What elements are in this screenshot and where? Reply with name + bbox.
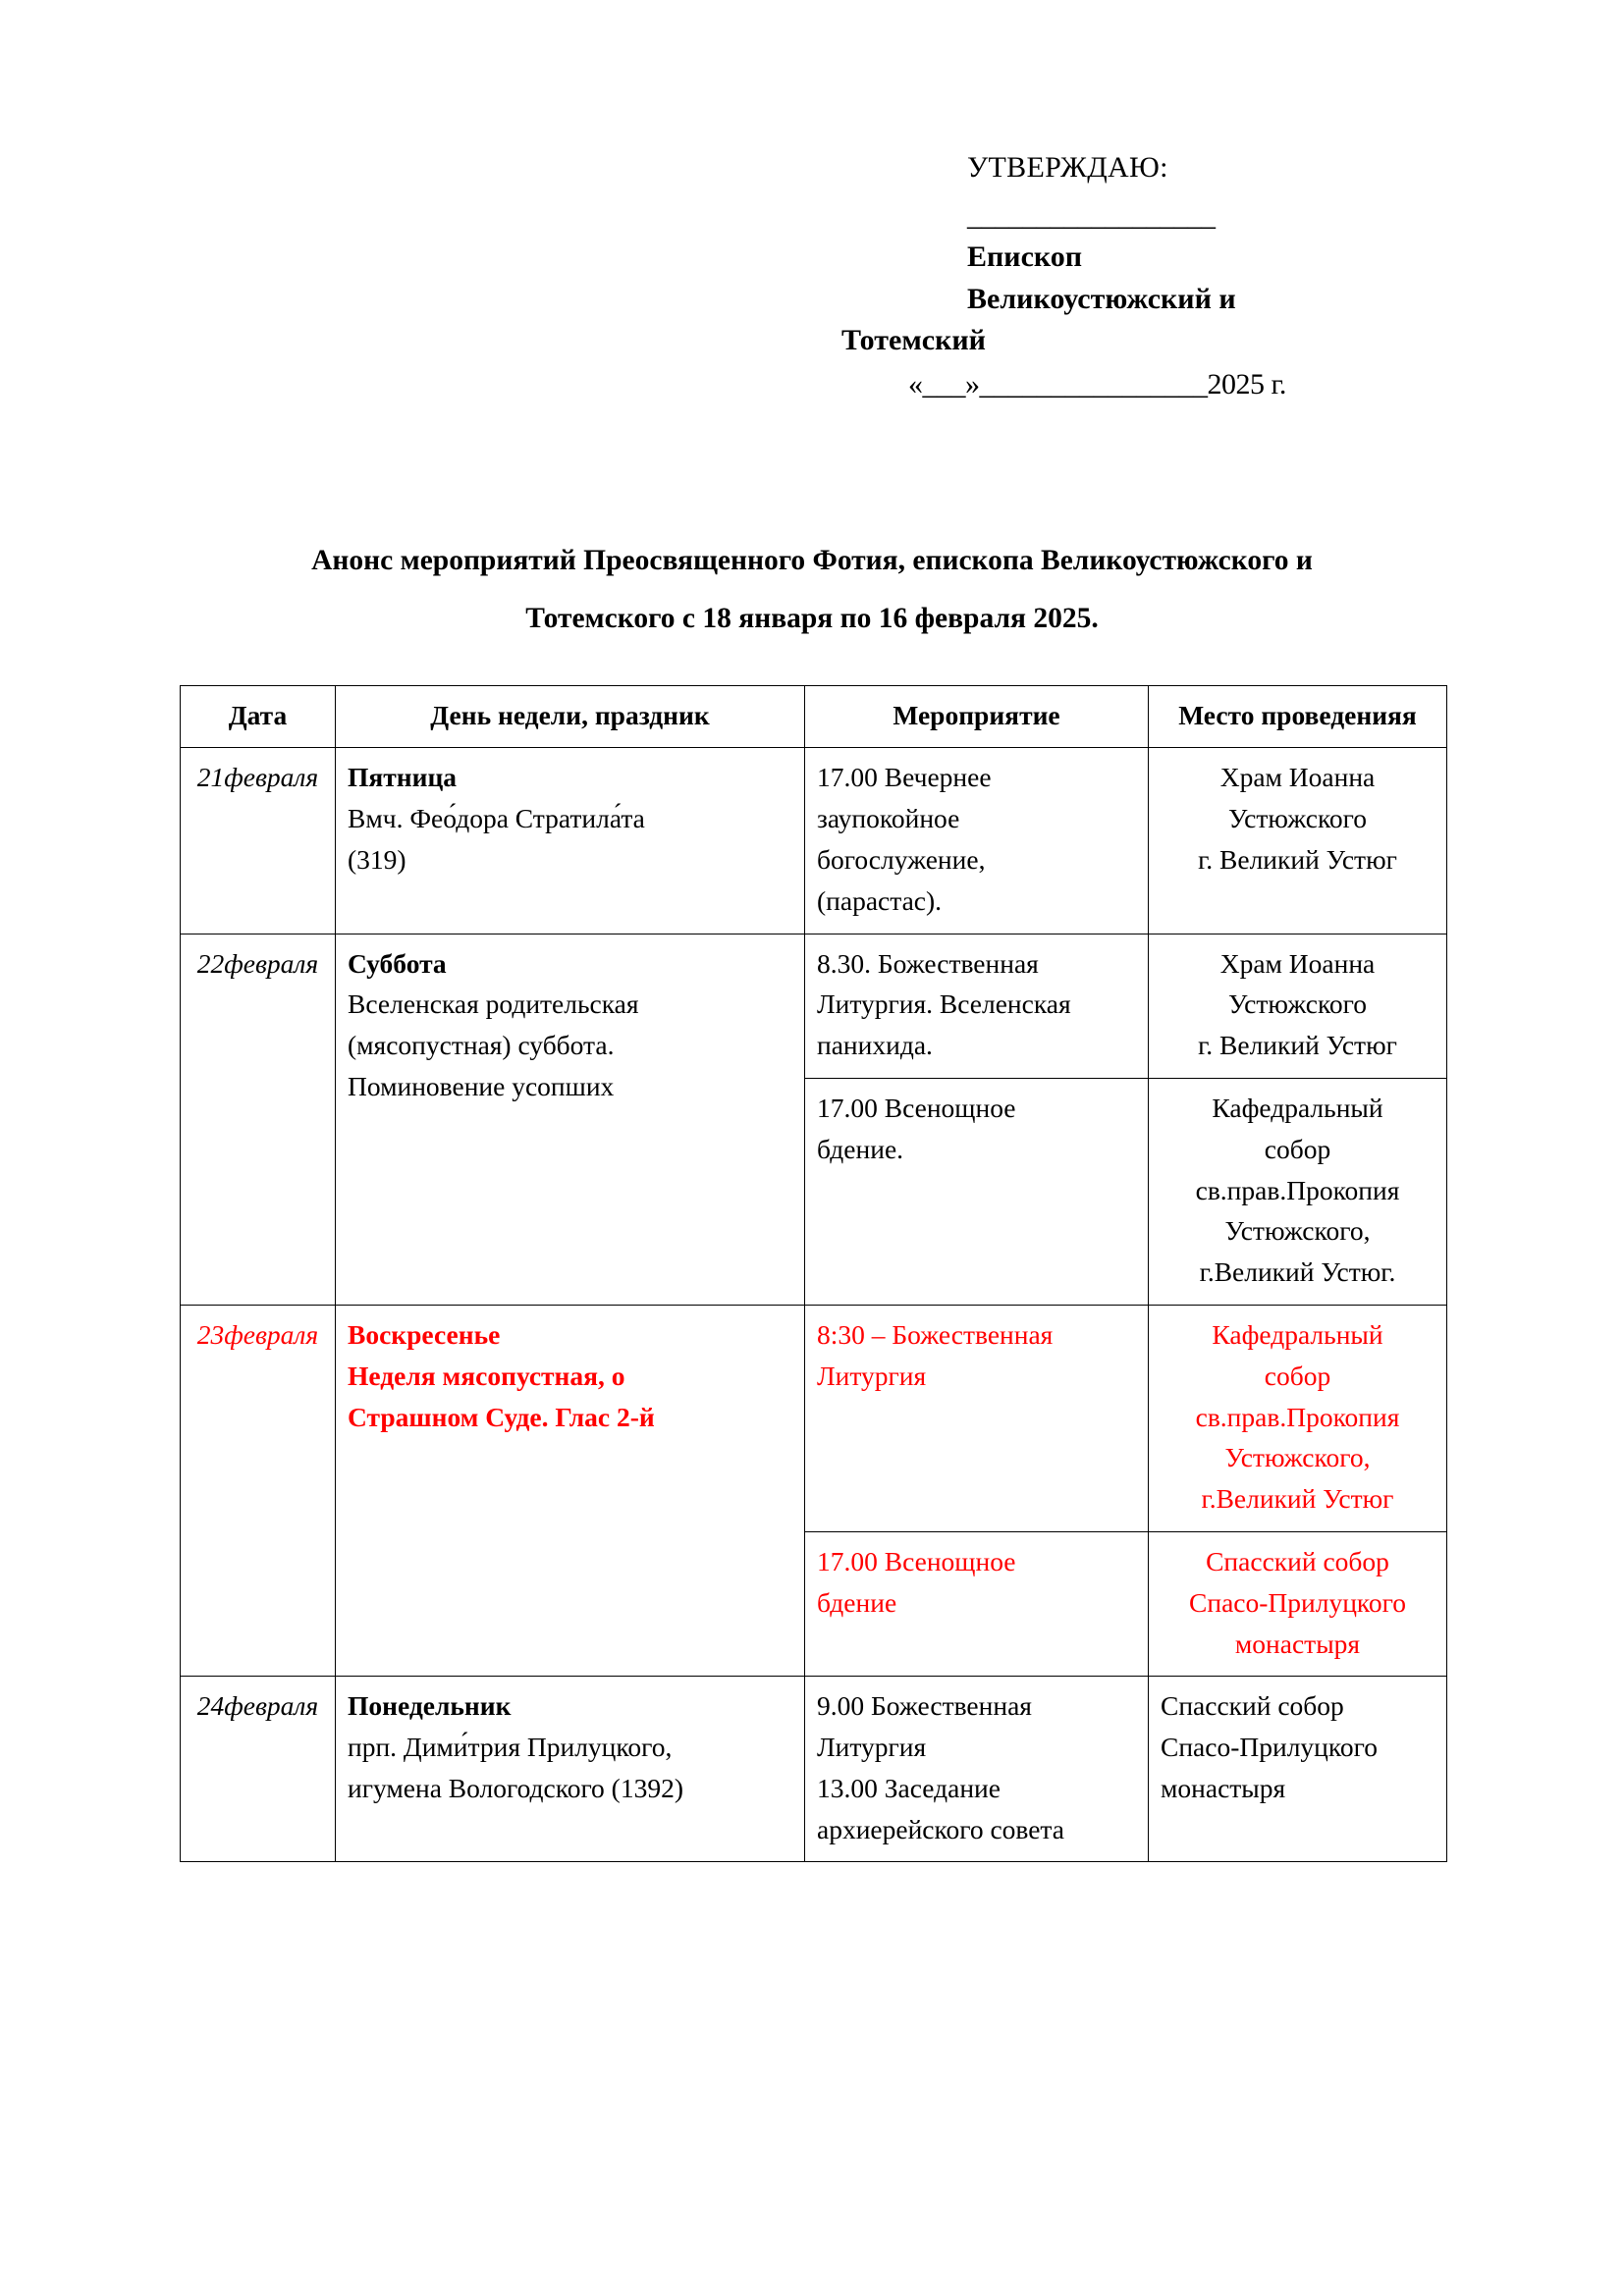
cell-date [181, 934, 336, 1305]
approval-title: УТВЕРЖДАЮ: [967, 151, 1168, 184]
table-row [181, 1305, 1447, 1531]
header-place [1149, 685, 1447, 748]
date-line: 24 [196, 1690, 225, 1722]
date-line: 23 [196, 1318, 225, 1350]
cell-event [805, 1078, 1149, 1305]
table-header-row [181, 685, 1447, 748]
day-description-line: Вмч. Фео́дора Стратила́та [348, 803, 645, 834]
cell-date [181, 1305, 336, 1676]
cell-event [805, 1677, 1149, 1862]
place-line: Устюжского [1227, 988, 1368, 1020]
date-line: февраля [224, 947, 319, 979]
date-line: 21 [196, 762, 225, 793]
cell-place [1149, 934, 1447, 1078]
event-line: 17.00 Всенощное [817, 1092, 1016, 1123]
day-description-line: прп. Дими́трия Прилуцкого, [348, 1732, 673, 1763]
date-line: февраля [224, 1690, 319, 1722]
place-line: г. Великий Устюг [1198, 1030, 1397, 1061]
event-line: бдение. [817, 1133, 904, 1164]
approval-date-line: «___»________________2025 г. [908, 367, 1286, 400]
cell-event [805, 934, 1149, 1078]
place-line: г.Великий Устюг. [1199, 1256, 1396, 1288]
cell-place [1149, 1531, 1447, 1676]
place-line: Устюжского, [1224, 1215, 1371, 1247]
day-description-line: Страшном Суде. Глас 2-й [348, 1401, 655, 1432]
day-description-line: игумена Вологодского (1392) [348, 1772, 683, 1803]
event-line: Литургия. Вселенская [817, 988, 1071, 1020]
day-description-line: (мясопустная) суббота. [348, 1030, 615, 1061]
cell-day [336, 1677, 805, 1862]
place-line: Спасо-Прилуцкого [1161, 1732, 1378, 1763]
cell-place [1149, 1078, 1447, 1305]
event-line: 8.30. Божественная [817, 947, 1039, 979]
cell-date [181, 748, 336, 934]
place-line: св.прав.Прокопия [1195, 1174, 1400, 1205]
cell-place [1149, 1677, 1447, 1862]
event-line: (парастас). [817, 884, 943, 916]
event-line: Литургия [817, 1360, 927, 1391]
page-title-line1: Анонс мероприятий Преосвященного Фотия, епископа Великоустюжского и [311, 544, 1313, 576]
approval-signature-line: __________________ [967, 198, 1215, 232]
approval-bishop-label: Епископ [967, 240, 1083, 274]
cell-event [805, 748, 1149, 934]
table-row [181, 1677, 1447, 1862]
place-line: св.прав.Прокопия [1195, 1401, 1400, 1432]
place-line: Кафедральный [1212, 1318, 1383, 1350]
cell-day [336, 748, 805, 934]
place-line: собор [1264, 1133, 1331, 1164]
place-line: Устюжского [1227, 803, 1368, 834]
day-description-line: Поминовение усопших [348, 1070, 615, 1101]
event-line: 13.00 Заседание [817, 1772, 1001, 1803]
date-line: 22 [196, 947, 225, 979]
place-line: монастыря [1161, 1772, 1286, 1803]
event-line: 17.00 Вечернее [817, 762, 992, 793]
place-line: Храм Иоанна [1219, 762, 1376, 793]
place-line: Спасо-Прилуцкого [1189, 1586, 1406, 1618]
day-title: Воскресенье [348, 1318, 501, 1350]
event-line: заупокойное [817, 803, 960, 834]
cell-date [181, 1677, 336, 1862]
cell-event [805, 1305, 1149, 1531]
approval-diocese-line2: Тотемский [841, 324, 986, 357]
place-line: Храм Иоанна [1219, 947, 1376, 979]
event-line: Литургия [817, 1732, 927, 1763]
event-line: богослужение, [817, 843, 986, 875]
schedule-table [180, 685, 1447, 1863]
day-title: Пятница [348, 762, 458, 793]
place-line: Спасский собор [1206, 1545, 1389, 1576]
place-line: Кафедральный [1212, 1092, 1383, 1123]
event-line: 17.00 Всенощное [817, 1545, 1016, 1576]
table-body [181, 748, 1447, 1862]
day-title: Суббота [348, 947, 447, 979]
date-line: февраля [224, 1318, 319, 1350]
day-description-line: (319) [348, 843, 406, 875]
approval-diocese-line1: Великоустюжский и [967, 282, 1236, 315]
place-line: Спасский собор [1161, 1690, 1344, 1722]
cell-day [336, 1305, 805, 1676]
header-event: Мероприятие [805, 685, 1149, 748]
place-line: г. Великий Устюг [1198, 843, 1397, 875]
header-day: День недели, праздник [336, 685, 805, 748]
page-title [172, 532, 1452, 648]
page-title-line2: Тотемского с 18 января по 16 февраля 2025. [525, 602, 1099, 634]
event-line: панихида. [817, 1030, 933, 1061]
event-line: 9.00 Божественная [817, 1690, 1032, 1722]
place-line: монастыря [1234, 1628, 1361, 1659]
approval-block [841, 147, 1452, 406]
place-line: собор [1264, 1360, 1331, 1391]
event-line: 8:30 – Божественная [817, 1318, 1054, 1350]
place-line: г.Великий Устюг [1201, 1483, 1394, 1515]
event-line: бдение [817, 1586, 897, 1618]
header-place-line2: проведенияя [1261, 699, 1417, 730]
cell-place [1149, 1305, 1447, 1531]
place-line: Устюжского, [1224, 1442, 1371, 1473]
header-date: Дата [181, 685, 336, 748]
table-row [181, 748, 1447, 934]
header-place-line1: Место [1178, 699, 1255, 730]
day-description-line: Неделя мясопустная, о [348, 1360, 625, 1391]
cell-place [1149, 748, 1447, 934]
day-title: Понедельник [348, 1690, 512, 1722]
cell-event [805, 1531, 1149, 1676]
event-line: архиерейского совета [817, 1813, 1064, 1844]
day-description-line: Вселенская родительская [348, 988, 639, 1020]
date-line: февраля [224, 762, 319, 793]
cell-day [336, 934, 805, 1305]
table-row [181, 934, 1447, 1078]
